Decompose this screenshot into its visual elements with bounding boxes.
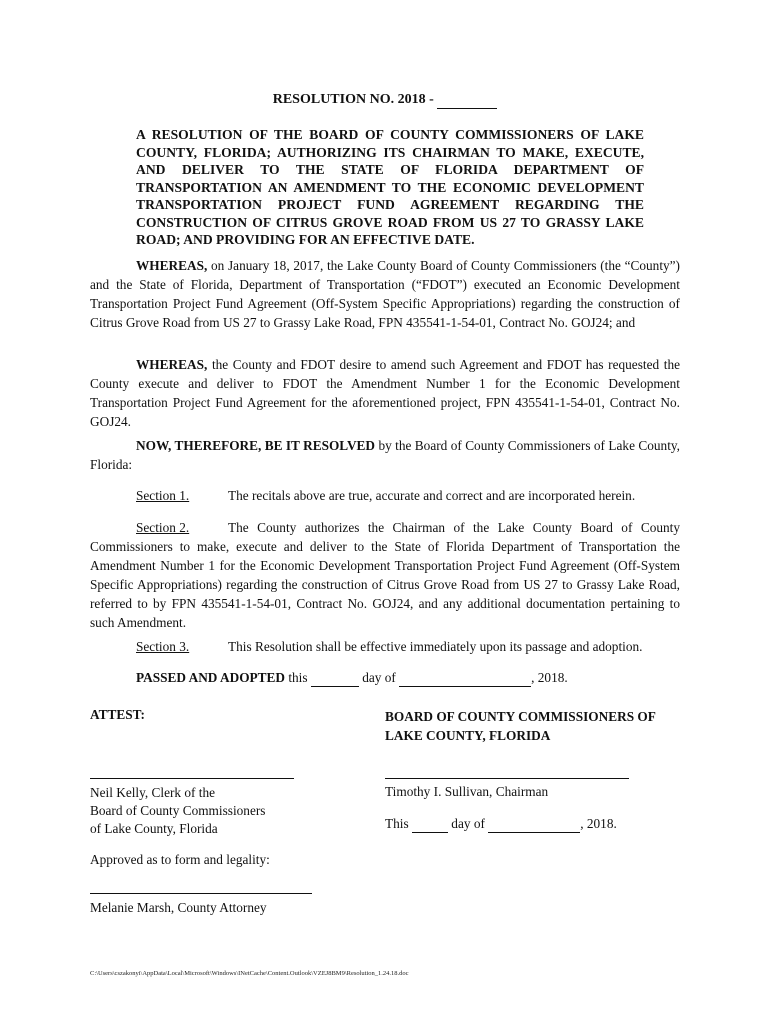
section-1-label: Section 1. — [136, 488, 190, 503]
chairman-name: Timothy I. Sullivan, Chairman — [385, 784, 549, 799]
whereas-paragraph-1 — [90, 256, 680, 332]
passed-this: this — [285, 670, 311, 685]
footer-file-path: C:\Users\cszakonyi\AppData\Local\Microsoft\Windows\INetCache\Content.Outlook\VZEJ8BM9\Resolution_1.24.18.doc — [90, 970, 409, 977]
resolved-lead: NOW, THEREFORE, BE IT RESOLVED — [136, 438, 376, 453]
section-3-text: This Resolution shall be effective immediately upon its passage and adoption. — [228, 639, 643, 654]
passed-year: , 2018. — [531, 670, 568, 685]
section-2 — [90, 518, 680, 632]
chairman-date-line — [385, 816, 617, 833]
clerk-signature-line — [90, 778, 294, 779]
board-line-2: LAKE COUNTY, FLORIDA — [385, 728, 551, 743]
resolution-heading: A RESOLUTION OF THE BOARD OF COUNTY COMMISSIONERS OF LAKE COUNTY, FLORIDA; AUTHORIZING ITS CHAIRMAN TO MAKE, EXECUTE, AND DELIVER TO THE STATE OF FLORIDA DEPARTMENT OF TRANSPORTATION AN AMENDMENT TO THE ECONOMIC DEVELOPMENT TRANSPORTATION PROJECT FUND AGREEMENT REGARDING THE CONSTRUCTION OF CITRUS GROVE ROAD FROM US 27 TO GRASSY LAKE ROAD; AND PROVIDING FOR AN EFFECTIVE DATE. — [136, 127, 644, 247]
whereas-lead: WHEREAS, — [136, 258, 208, 273]
resolution-number-blank — [437, 92, 497, 109]
section-3 — [136, 637, 642, 656]
day-blank — [311, 670, 359, 687]
chair-year: , 2018. — [580, 816, 617, 831]
clerk-line-1: Neil Kelly, Clerk of the — [90, 785, 216, 800]
section-3-label: Section 3. — [136, 639, 190, 654]
clerk-line-2: Board of County Commissioners — [90, 803, 266, 818]
resolved-paragraph — [90, 436, 680, 474]
whereas-paragraph-2 — [90, 355, 680, 431]
section-1-text: The recitals above are true, accurate and correct and are incorporated herein. — [228, 488, 636, 503]
attorney-name: Melanie Marsh, County Attorney — [90, 900, 267, 915]
section-1 — [136, 486, 635, 505]
resolution-title — [0, 92, 770, 109]
resolution-number-label: RESOLUTION NO. 2018 - — [272, 92, 434, 107]
section-2-text: The County authorizes the Chairman of the Lake County Board of County Commissioners to make, execute and deliver to the State of Florida Department of Transportation the Amendment Number 1 for the Economic Development Transportation Project Fund Agreement (Off-System Specific Appropriations) regarding the construction of Citrus Grove Road from US 27 to Grassy Lake Road, referred to by FPN 435541-1-54-01, Contract No. GOJ24, and any additional documentation pertaining to such Amendment. — [90, 520, 680, 630]
section-2-label: Section 2. — [136, 520, 190, 535]
resolved-text: by the Board of County Commissioners of Lake County, Florida: — [90, 438, 680, 472]
this-label: This — [385, 816, 412, 831]
attest-label: ATTEST: — [90, 707, 145, 722]
attorney-signature-line — [90, 893, 312, 894]
whereas-text: on January 18, 2017, the Lake County Board of County Commissioners (the “County”) and the State of Florida, Department of Transportation (“FDOT”) executed an Economic Development Transportation Project Fund Agreement (Off-System Specific Appropriations) regarding the construction of Citrus Grove Road from US 27 to Grassy Lake Road, FPN 435541-1-54-01, Contract No. GOJ24; and — [90, 258, 680, 330]
passed-day-of: day of — [358, 670, 400, 685]
approved-label: Approved as to form and legality: — [90, 852, 270, 867]
month-blank — [399, 670, 531, 687]
chair-month-blank — [488, 816, 580, 833]
passed-adopted-line — [136, 670, 568, 687]
board-line-1: BOARD OF COUNTY COMMISSIONERS OF — [385, 709, 656, 724]
clerk-line-3: of Lake County, Florida — [90, 821, 218, 836]
chair-day-of: day of — [447, 816, 489, 831]
chair-day-blank — [412, 816, 448, 833]
passed-lead: PASSED AND ADOPTED — [136, 670, 285, 685]
whereas-text: the County and FDOT desire to amend such Agreement and FDOT has requested the County execute and deliver to FDOT the Amendment Number 1 for the Economic Development Transportation Project Fund Agreement for the aforementioned project, FPN 435541-1-54-01, Contract No. GOJ24. — [90, 357, 680, 429]
clerk-block — [90, 784, 265, 838]
chairman-signature-line — [385, 778, 629, 779]
whereas-lead: WHEREAS, — [136, 357, 208, 372]
board-block — [385, 707, 656, 745]
